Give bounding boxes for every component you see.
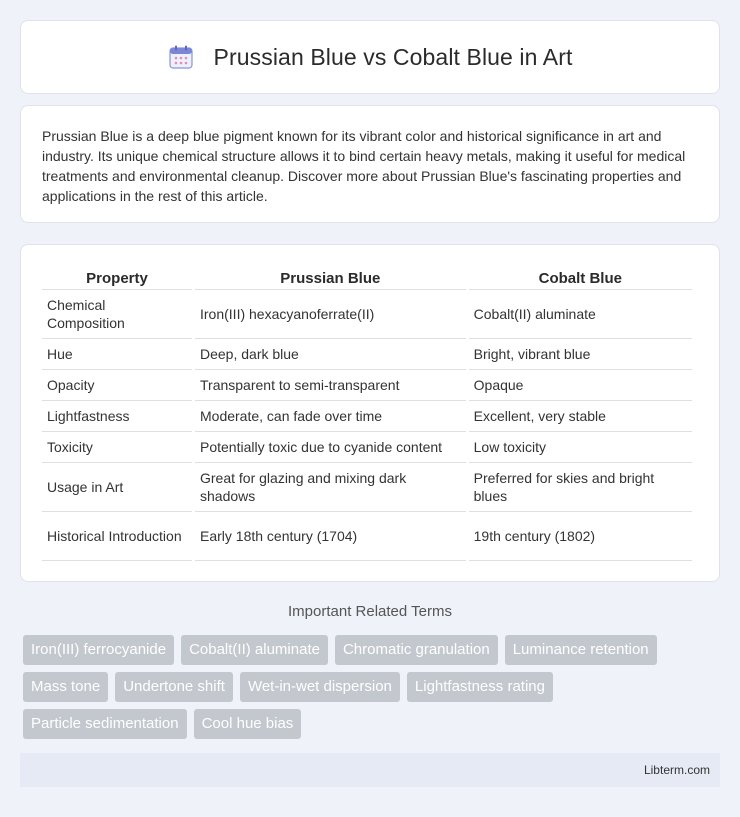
property-cell: Toxicity (42, 432, 192, 463)
table-row (42, 512, 692, 561)
property-cell: Chemical Composition (42, 290, 192, 339)
property-cell: Usage in Art (42, 463, 192, 512)
property-cell: Historical Introduction (42, 512, 192, 561)
footer-brand-link[interactable]: Libterm.com (643, 763, 710, 777)
cobalt-blue-cell: Excellent, very stable (469, 401, 692, 432)
footer (20, 753, 720, 787)
prussian-blue-cell: Moderate, can fade over time (195, 401, 466, 432)
cobalt-blue-cell: Bright, vibrant blue (469, 339, 692, 370)
comparison-card (20, 244, 720, 582)
tag-lightfastness-rating[interactable]: Lightfastness rating (407, 672, 553, 702)
column-header-property: Property (42, 263, 192, 290)
page-title: Prussian Blue vs Cobalt Blue in Art (213, 43, 573, 70)
column-header-cobalt-blue: Cobalt Blue (469, 263, 692, 290)
related-terms-heading: Important Related Terms (288, 603, 452, 620)
tag-undertone-shift[interactable]: Undertone shift (115, 672, 233, 702)
tag-luminance-retention[interactable]: Luminance retention (505, 635, 657, 665)
table-row (42, 432, 692, 463)
prussian-blue-cell: Early 18th century (1704) (195, 512, 466, 561)
prussian-blue-cell: Great for glazing and mixing dark shadows (195, 463, 466, 512)
prussian-blue-cell: Iron(III) hexacyanoferrate(II) (195, 290, 466, 339)
comparison-table (39, 263, 695, 561)
tag-cobalt-aluminate[interactable]: Cobalt(II) aluminate (181, 635, 328, 665)
intro-text: Prussian Blue is a deep blue pigment known for its vibrant color and historical significance in art and industry. Its unique chemical structure allows it to bind certain heavy metals, making it useful for medical treatments and environmental cleanup. Discover more about Prussian Blue's fascinating properties and applications in the rest of this article. (42, 128, 686, 204)
tag-iron-ferrocyanide[interactable]: Iron(III) ferrocyanide (23, 635, 174, 665)
header-card (20, 20, 720, 94)
tag-particle-sedimentation[interactable]: Particle sedimentation (23, 709, 187, 739)
table-row (42, 463, 692, 512)
cobalt-blue-cell: Opaque (469, 370, 692, 401)
tag-cool-hue-bias[interactable]: Cool hue bias (194, 709, 302, 739)
cobalt-blue-cell: Cobalt(II) aluminate (469, 290, 692, 339)
cobalt-blue-cell: Preferred for skies and bright blues (469, 463, 692, 512)
calendar-icon (168, 44, 194, 70)
prussian-blue-cell: Transparent to semi-transparent (195, 370, 466, 401)
table-row (42, 290, 692, 339)
column-header-prussian-blue: Prussian Blue (195, 263, 466, 290)
tag-chromatic-granulation[interactable]: Chromatic granulation (335, 635, 498, 665)
intro-card (20, 105, 720, 223)
prussian-blue-cell: Deep, dark blue (195, 339, 466, 370)
table-row (42, 401, 692, 432)
table-row (42, 370, 692, 401)
cobalt-blue-cell: 19th century (1802) (469, 512, 692, 561)
tag-mass-tone[interactable]: Mass tone (23, 672, 108, 702)
property-cell: Lightfastness (42, 401, 192, 432)
cobalt-blue-cell: Low toxicity (469, 432, 692, 463)
property-cell: Opacity (42, 370, 192, 401)
property-cell: Hue (42, 339, 192, 370)
table-row (42, 339, 692, 370)
tag-wet-in-wet-dispersion[interactable]: Wet-in-wet dispersion (240, 672, 400, 702)
prussian-blue-cell: Potentially toxic due to cyanide content (195, 432, 466, 463)
related-terms-list (23, 635, 723, 739)
